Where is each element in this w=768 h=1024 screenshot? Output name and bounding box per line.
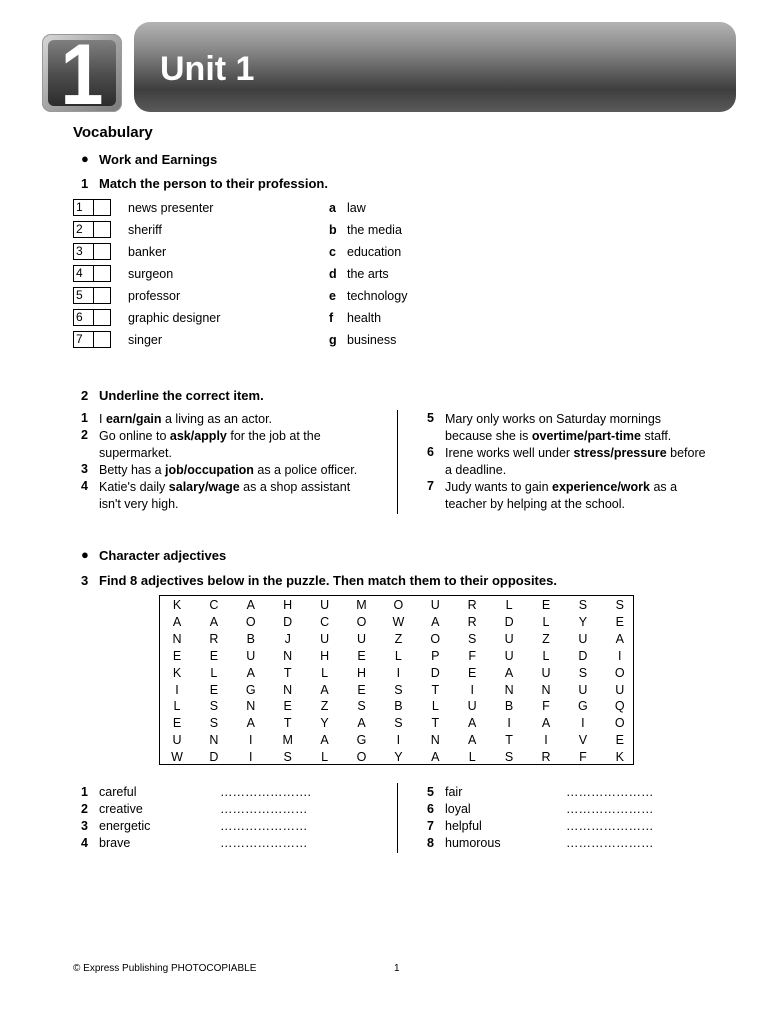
grid-letter: K: [172, 598, 182, 612]
profession-letter: e: [329, 289, 336, 303]
grid-letter: U: [320, 598, 330, 612]
grid-letter: A: [431, 750, 440, 765]
grid-letter: S: [394, 716, 403, 731]
grid-letter: K: [615, 750, 624, 765]
grid-letter: F: [542, 699, 550, 714]
grid-letter: I: [544, 733, 548, 748]
grid-letter: L: [173, 699, 181, 714]
grid-letter: S: [283, 750, 292, 765]
exercise-number: 2: [81, 388, 89, 403]
grid-letter: C: [320, 614, 330, 629]
exercise-instruction: Match the person to their profession.: [99, 176, 328, 191]
answer-box-row: [73, 309, 111, 326]
answer-box[interactable]: [94, 265, 112, 282]
adjective-word: humorous: [445, 836, 501, 850]
grid-letter: S: [504, 750, 514, 765]
sentence-text: Judy wants to gain: [445, 480, 553, 494]
answer-box[interactable]: [94, 287, 112, 304]
sentence-text: Go online to: [99, 429, 170, 443]
grid-letter: O: [614, 716, 625, 731]
sentence-line: [99, 428, 321, 445]
option-pair: stress/pressure: [573, 446, 667, 460]
answer-blank[interactable]: …………………: [220, 819, 308, 833]
sentence-continuation: teacher by helping at the school.: [445, 497, 625, 511]
grid-letter: A: [468, 733, 477, 748]
answer-box[interactable]: [94, 331, 112, 348]
grid-letter: U: [356, 631, 367, 646]
grid-letter: N: [504, 682, 514, 697]
answer-blank[interactable]: …………………: [220, 802, 308, 816]
sentence-number: 4: [81, 479, 88, 493]
sentence-number: 7: [427, 479, 434, 493]
item-number-box: 6: [73, 309, 94, 326]
grid-letter: U: [320, 631, 330, 646]
grid-letter: D: [283, 614, 293, 629]
grid-letter: G: [356, 733, 367, 748]
adjective-word: loyal: [445, 802, 471, 816]
adjective-number: 1: [81, 785, 88, 799]
grid-letter: E: [283, 699, 292, 714]
answer-box-row: [73, 287, 111, 304]
grid-letter: E: [209, 648, 219, 663]
adjective-number: 6: [427, 802, 434, 816]
grid-letter: O: [245, 614, 256, 629]
profession-letter: d: [329, 267, 337, 281]
sentence-text: as a shop assistant: [239, 480, 351, 494]
grid-letter: N: [172, 631, 182, 646]
grid-letter: S: [468, 631, 477, 646]
grid-letter: L: [394, 648, 402, 663]
grid-letter: U: [578, 682, 588, 697]
grid-letter: N: [283, 648, 293, 663]
adjective-number: 8: [427, 836, 434, 850]
option-pair: experience/work: [552, 480, 650, 494]
sentence-line: [445, 445, 706, 462]
grid-letter: H: [320, 648, 330, 663]
grid-letter: A: [504, 665, 514, 680]
grid-letter: I: [470, 682, 474, 697]
grid-letter: A: [209, 614, 219, 629]
grid-letter: L: [468, 750, 476, 765]
answer-box-row: [73, 331, 111, 348]
grid-letter: R: [541, 750, 551, 765]
grid-letter: U: [172, 733, 182, 748]
grid-letter: D: [578, 648, 588, 663]
column-divider: [397, 410, 398, 514]
grid-letter: A: [468, 716, 477, 731]
unit-number-badge: [42, 34, 122, 112]
grid-letter: T: [431, 716, 440, 731]
profession-letter: f: [329, 311, 334, 325]
adjective-word: energetic: [99, 819, 151, 833]
sentence-line: [445, 411, 661, 428]
grid-letter: A: [431, 614, 440, 629]
grid-letter: N: [283, 682, 293, 697]
option-pair: ask/apply: [169, 429, 227, 443]
grid-letter: N: [430, 733, 440, 748]
grid-letter: G: [245, 682, 256, 697]
grid-letter: K: [172, 665, 182, 680]
person-item: surgeon: [128, 267, 174, 281]
grid-letter: U: [246, 648, 256, 663]
grid-letter: I: [249, 733, 253, 748]
grid-letter: U: [467, 699, 477, 714]
grid-letter: S: [209, 716, 219, 731]
grid-letter: I: [396, 733, 401, 748]
grid-letter: E: [615, 614, 624, 629]
grid-letter: A: [541, 716, 551, 731]
sentence-text: Betty has a: [99, 463, 166, 477]
item-number-box: 3: [73, 243, 94, 260]
grid-letter: P: [431, 648, 440, 663]
grid-letter: E: [172, 716, 182, 731]
grid-letter: E: [468, 665, 477, 680]
profession-item: the arts: [347, 267, 389, 281]
option-pair: job/occupation: [165, 463, 254, 477]
sentence-text: as a: [649, 480, 678, 494]
person-item: singer: [128, 333, 163, 347]
answer-blank[interactable]: ………………….: [220, 785, 311, 799]
grid-letter: T: [283, 665, 292, 680]
grid-letter: Y: [578, 614, 588, 629]
answer-box-row: [73, 265, 111, 282]
grid-letter: N: [246, 699, 256, 714]
grid-letter: H: [356, 665, 367, 680]
exercise-instruction: Find 8 adjectives below in the puzzle. Then match them to their opposites.: [99, 573, 557, 588]
grid-letter: S: [394, 682, 403, 697]
answer-box-row: [73, 199, 111, 216]
grid-letter: A: [320, 733, 329, 748]
answer-box-row: [73, 221, 111, 238]
sentence-line: [99, 411, 272, 428]
grid-letter: I: [249, 750, 253, 765]
sentence-continuation: a deadline.: [445, 463, 507, 477]
grid-letter: R: [467, 614, 477, 629]
sentence-text: Katie's daily: [99, 480, 169, 494]
page-number: 1: [394, 963, 400, 974]
grid-letter: M: [356, 598, 367, 612]
person-item: banker: [128, 245, 167, 259]
grid-letter: U: [615, 682, 625, 697]
grid-letter: A: [246, 716, 255, 731]
grid-letter: Y: [394, 750, 403, 765]
grid-letter: J: [284, 631, 291, 646]
grid-letter: E: [357, 682, 366, 697]
grid-letter: O: [356, 750, 367, 765]
column-divider: [397, 783, 398, 853]
grid-letter: L: [321, 750, 329, 765]
grid-letter: I: [175, 682, 179, 697]
answer-box[interactable]: [94, 221, 112, 238]
unit-title: Unit 1: [160, 50, 255, 88]
grid-letter: A: [246, 598, 255, 612]
grid-letter: L: [431, 699, 439, 714]
sentence-continuation: supermarket.: [99, 446, 172, 460]
grid-letter: W: [392, 614, 405, 629]
grid-letter: S: [615, 598, 624, 612]
sentence-text: Mary only works on Saturday mornings: [445, 412, 662, 426]
profession-letter: c: [329, 245, 336, 259]
grid-letter: S: [357, 699, 366, 714]
answer-box[interactable]: [94, 199, 112, 216]
sentence-continuation: [445, 428, 671, 445]
person-item: sheriff: [128, 223, 162, 237]
profession-item: business: [347, 333, 397, 347]
profession-item: law: [347, 201, 366, 215]
answer-box[interactable]: [94, 309, 112, 326]
adjective-word: helpful: [445, 819, 482, 833]
grid-letter: E: [209, 682, 219, 697]
person-item: news presenter: [128, 201, 214, 215]
item-number-box: 2: [73, 221, 94, 238]
answer-blank[interactable]: …………………: [566, 819, 654, 833]
word-search-grid: [159, 595, 634, 765]
answer-blank[interactable]: …………………: [566, 802, 654, 816]
topic-heading-character: Character adjectives: [99, 548, 227, 563]
grid-letter: B: [504, 699, 514, 714]
footer-copyright: © Express Publishing PHOTOCOPIABLE: [73, 963, 257, 974]
grid-letter: U: [504, 631, 514, 646]
section-heading: Vocabulary: [73, 124, 153, 141]
topic-heading-work: Work and Earnings: [99, 152, 218, 167]
sentence-number: 2: [81, 428, 88, 442]
profession-item: health: [347, 311, 382, 325]
profession-letter: a: [329, 201, 336, 215]
exercise-number: 3: [81, 573, 89, 588]
grid-letter: E: [172, 648, 182, 663]
grid-letter: S: [209, 699, 219, 714]
grid-letter: M: [282, 733, 293, 748]
bullet-dot: ●: [81, 151, 89, 166]
grid-letter: I: [618, 648, 622, 663]
grid-letter: A: [357, 716, 366, 731]
grid-letter: L: [321, 665, 329, 680]
answer-blank[interactable]: …………………: [566, 785, 654, 799]
sentence-number: 3: [81, 462, 88, 476]
grid-letter: D: [430, 665, 440, 680]
grid-letter: U: [578, 631, 588, 646]
grid-letter: O: [614, 665, 625, 680]
adjective-word: careful: [99, 785, 137, 799]
item-number-box: 7: [73, 331, 94, 348]
grid-letter: E: [615, 733, 624, 748]
grid-letter: F: [579, 750, 587, 765]
sentence-text: because she is: [445, 429, 532, 443]
adjective-word: brave: [99, 836, 131, 850]
sentence-number: 5: [427, 411, 434, 425]
grid-letter: C: [209, 598, 219, 612]
item-number-box: 5: [73, 287, 94, 304]
grid-letter: N: [541, 682, 551, 697]
option-pair: overtime/part-time: [531, 429, 641, 443]
option-pair: earn/gain: [105, 412, 162, 426]
grid-letter: A: [172, 614, 182, 629]
grid-letter: Z: [394, 631, 403, 646]
grid-letter: T: [431, 682, 440, 697]
exercise-instruction: Underline the correct item.: [99, 388, 264, 403]
unit-number: 1: [60, 40, 104, 106]
adjective-word: fair: [445, 785, 463, 799]
person-item: professor: [128, 289, 181, 303]
adjective-number: 2: [81, 802, 88, 816]
bullet-dot: ●: [81, 547, 89, 562]
item-number-box: 4: [73, 265, 94, 282]
grid-letter: S: [578, 665, 588, 680]
grid-letter: R: [209, 631, 219, 646]
answer-blank[interactable]: …………………: [566, 836, 654, 850]
grid-letter: R: [467, 598, 477, 612]
grid-letter: L: [210, 665, 218, 680]
grid-letter: A: [246, 665, 255, 680]
grid-letter: E: [357, 648, 366, 663]
sentence-text: Irene works well under: [445, 446, 574, 460]
adjective-word: creative: [99, 802, 143, 816]
sentence-line: [99, 462, 357, 479]
grid-letter: L: [505, 598, 513, 612]
grid-letter: L: [542, 648, 550, 663]
sentence-number: 6: [427, 445, 434, 459]
sentence-line: [445, 479, 677, 496]
grid-letter: S: [578, 598, 588, 612]
grid-letter: U: [430, 598, 440, 612]
grid-letter: Z: [320, 699, 329, 714]
answer-box-row: [73, 243, 111, 260]
grid-letter: H: [283, 598, 293, 612]
answer-box[interactable]: [94, 243, 112, 260]
profession-item: technology: [347, 289, 408, 303]
grid-letter: O: [393, 598, 404, 612]
profession-letter: g: [329, 333, 337, 347]
grid-letter: I: [507, 716, 511, 731]
grid-letter: L: [542, 614, 550, 629]
sentence-text: for the job at the: [226, 429, 321, 443]
profession-item: education: [347, 245, 402, 259]
grid-letter: T: [283, 716, 292, 731]
adjective-number: 4: [81, 836, 88, 850]
grid-letter: B: [246, 631, 255, 646]
grid-letter: O: [430, 631, 441, 646]
adjective-number: 5: [427, 785, 434, 799]
sentence-text: before: [666, 446, 706, 460]
grid-letter: V: [578, 733, 588, 748]
grid-letter: U: [541, 665, 551, 680]
grid-letter: T: [505, 733, 513, 748]
grid-letter: G: [578, 699, 588, 714]
option-pair: salary/wage: [168, 480, 240, 494]
grid-letter: D: [209, 750, 219, 765]
item-number-box: 1: [73, 199, 94, 216]
grid-letter: U: [504, 648, 514, 663]
sentence-text: I: [99, 412, 106, 426]
sentence-continuation: isn't very high.: [99, 497, 179, 511]
sentence-line: [99, 479, 350, 496]
grid-letter: A: [615, 631, 624, 646]
profession-item: the media: [347, 223, 402, 237]
grid-letter: F: [468, 648, 476, 663]
grid-letter: Y: [320, 716, 329, 731]
grid-letter: N: [209, 733, 219, 748]
grid-letter: E: [541, 598, 551, 612]
grid-letter: Z: [542, 631, 550, 646]
answer-blank[interactable]: …………………: [220, 836, 308, 850]
grid-letter: O: [356, 614, 367, 629]
exercise-number: 1: [81, 176, 89, 191]
sentence-text: a living as an actor.: [161, 412, 273, 426]
grid-letter: W: [171, 750, 183, 765]
sentence-text: as a police officer.: [253, 463, 358, 477]
grid-letter: D: [504, 614, 514, 629]
grid-letter: B: [394, 699, 403, 714]
grid-letter: I: [396, 665, 401, 680]
person-item: graphic designer: [128, 311, 221, 325]
sentence-text: staff.: [640, 429, 672, 443]
profession-letter: b: [329, 223, 337, 237]
grid-letter: I: [581, 716, 585, 731]
sentence-number: 1: [81, 411, 88, 425]
adjective-number: 7: [427, 819, 434, 833]
grid-letter: A: [320, 682, 329, 697]
grid-letter: Q: [614, 699, 625, 714]
adjective-number: 3: [81, 819, 88, 833]
